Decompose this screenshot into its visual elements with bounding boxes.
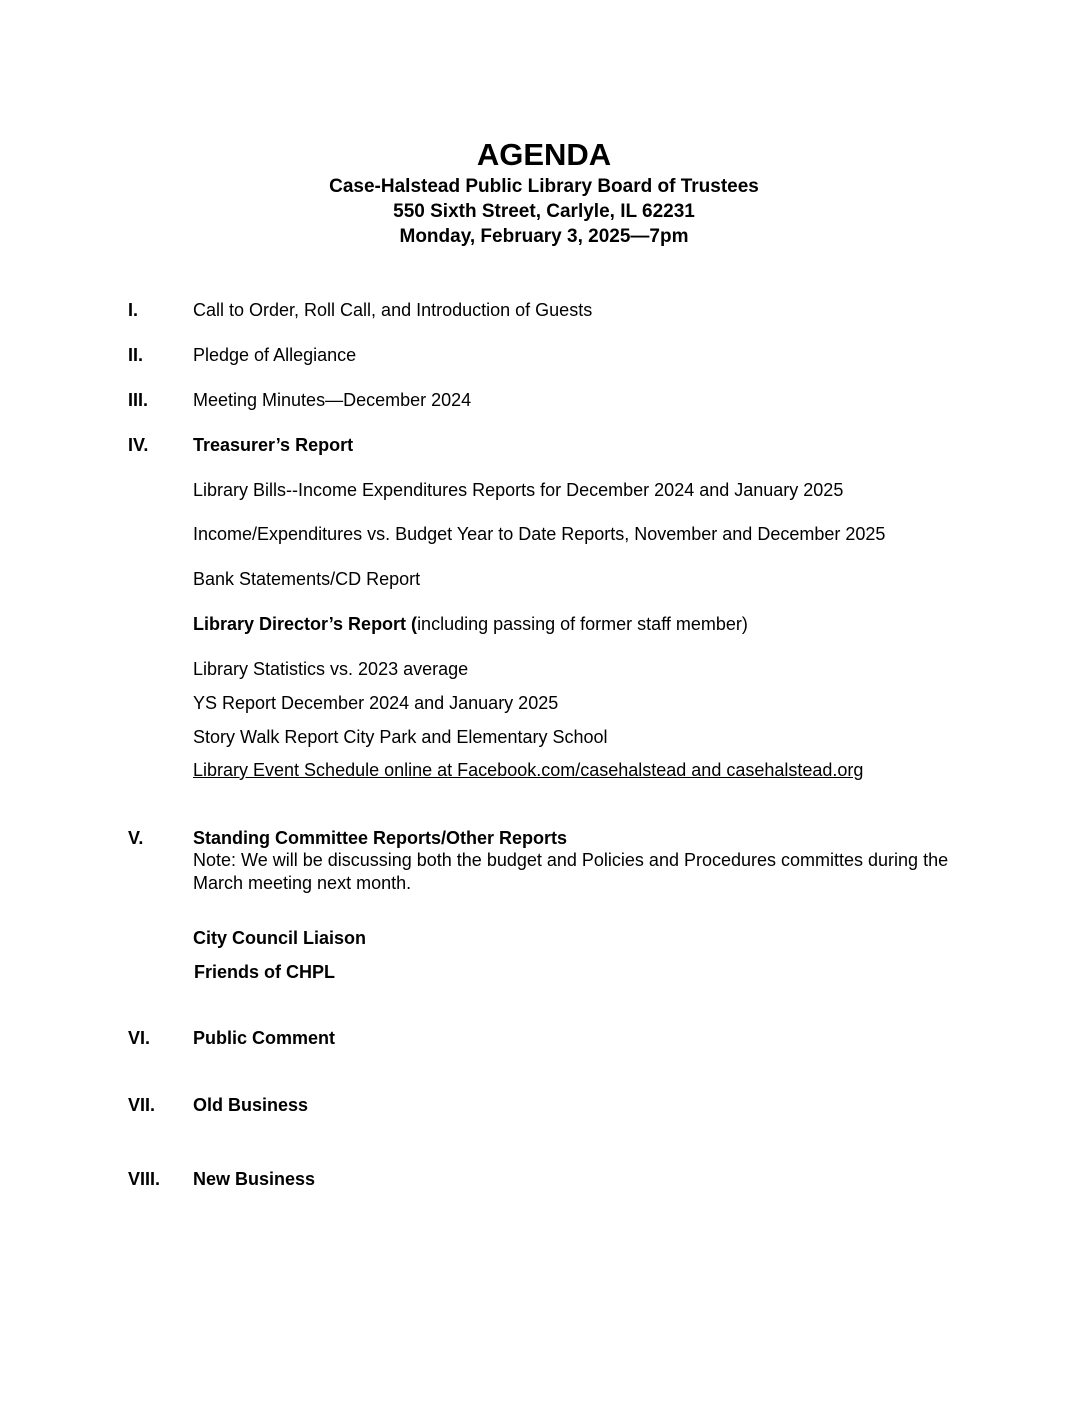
organization-name: Case-Halstead Public Library Board of Trustees: [329, 176, 759, 197]
item-pledge: Pledge of Allegiance: [193, 345, 357, 365]
item-numeral-1: I.: [128, 300, 139, 320]
item-numeral-8: VIII.: [128, 1169, 161, 1189]
item-committee-reports: Standing Committee Reports/Other Reports: [193, 828, 568, 848]
sub-budget-reports: Income/Expenditures vs. Budget Year to Date Reports, November and December 2025: [193, 524, 886, 544]
item-public-comment: Public Comment: [193, 1028, 336, 1048]
sub-library-statistics: Library Statistics vs. 2023 average: [193, 659, 469, 679]
item-numeral-4: IV.: [128, 435, 149, 455]
sub-directors-report: [193, 613, 748, 635]
item-numeral-6: VI.: [128, 1028, 151, 1048]
sub-city-council-liaison: City Council Liaison: [193, 928, 367, 948]
directors-report-heading: Library Director’s Report (: [193, 614, 418, 634]
sub-story-walk: Story Walk Report City Park and Elementary School: [193, 727, 608, 747]
item-meeting-minutes: Meeting Minutes—December 2024: [193, 390, 472, 410]
directors-report-detail: including passing of former staff member): [417, 614, 748, 634]
item-numeral-3: III.: [128, 390, 149, 410]
sub-library-bills: Library Bills--Income Expenditures Reports for December 2024 and January 2025: [193, 480, 844, 500]
sub-friends-of-chpl: Friends of CHPL: [194, 962, 336, 982]
item-numeral-2: II.: [128, 345, 144, 365]
address: 550 Sixth Street, Carlyle, IL 62231: [393, 201, 695, 222]
item-old-business: Old Business: [193, 1095, 309, 1115]
item-new-business: New Business: [193, 1169, 316, 1189]
page-title: AGENDA: [476, 137, 612, 172]
item-treasurers-report: Treasurer’s Report: [193, 435, 354, 455]
sub-bank-statements: Bank Statements/CD Report: [193, 569, 421, 589]
meeting-date-time: Monday, February 3, 2025—7pm: [399, 226, 689, 247]
item-call-to-order: Call to Order, Roll Call, and Introduction of Guests: [193, 300, 593, 320]
sub-ys-report: YS Report December 2024 and January 2025: [193, 693, 559, 713]
committee-note: Note: We will be discussing both the budget and Policies and Procedures committes during the March meeting next month.: [193, 850, 949, 893]
item-numeral-7: VII.: [128, 1095, 156, 1115]
sub-event-schedule-link[interactable]: Library Event Schedule online at Facebook.com/casehalstead and casehalstead.org: [193, 760, 864, 780]
item-numeral-5: V.: [128, 828, 144, 848]
